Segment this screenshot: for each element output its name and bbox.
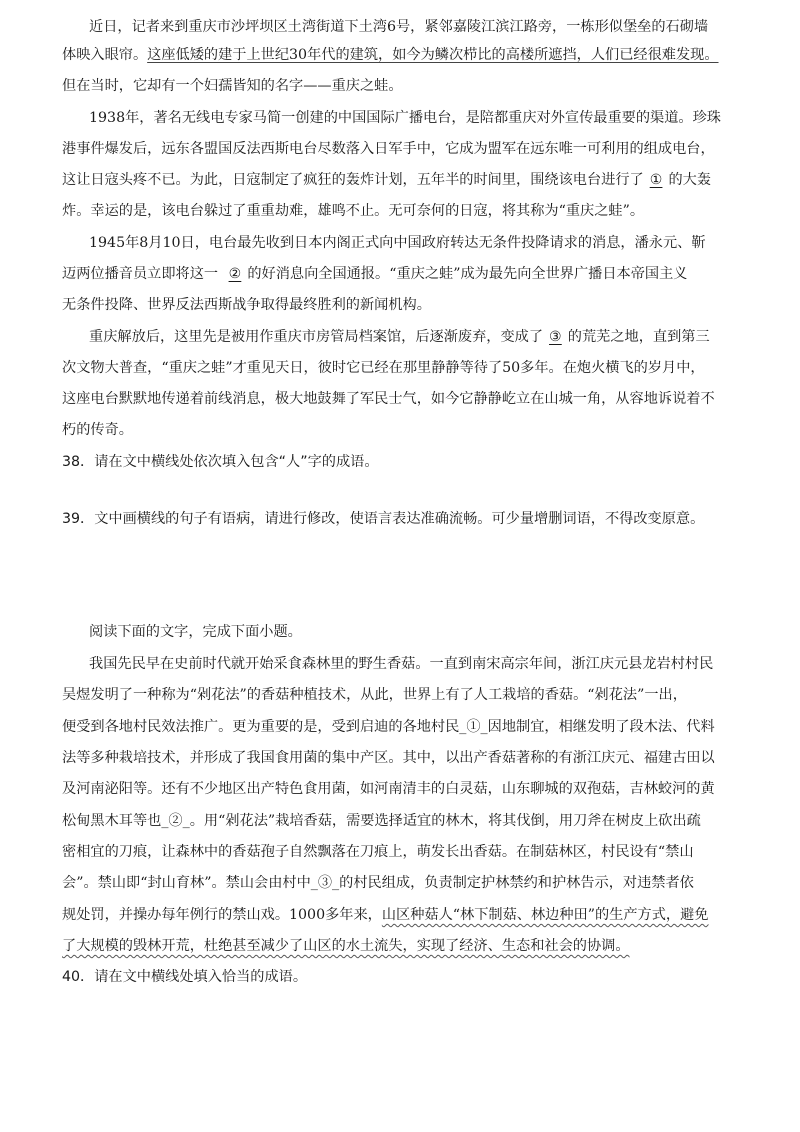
text-segment: 迈两位播音员立即将这一	[62, 266, 223, 282]
blank-1: ①	[649, 172, 663, 188]
passage1-p3-line3: 无条件投降、世界反法西斯战争取得最终胜利的新闻机构。	[62, 297, 431, 313]
text-segment: 。用“剁花法”栽培香菇，需要选择适宜的林木，将其伐倒，用刀斧在树皮上砍出疏	[189, 813, 701, 829]
passage1-p3-line1: 1945年8月10日，电台最先收到日本内阁正式向中国政府转达无条件投降请求的消息，潘永元、靳	[89, 235, 706, 251]
passage1-p4-line3: 这座电台默默地传递着前线消息，极大地鼓舞了军民士气，如今它静静屹立在山城一角，从容地诉说着不	[62, 391, 715, 407]
passage1-p1-line2	[62, 45, 719, 65]
passage1-p2-line2: 港事件爆发后，远东各盟国反法西斯电台尽数落入日军手中，它成为盟军在远东唯一可利用的组成电台，	[62, 141, 715, 157]
passage2-line5: 及河南泌阳等。还有不少地区出产特色食用菌，如河南清丰的白灵菇，山东聊城的双孢菇，吉林蛟河的黄	[62, 781, 715, 797]
text-segment: 的大轰	[668, 172, 712, 188]
blank-1: _①_	[459, 719, 488, 735]
passage1-p4-line1	[89, 327, 710, 347]
passage1-p2-line4: 炸。幸运的是，该电台躲过了重重劫难，雄鸣不止。无可奈何的日寇，将其称为“重庆之蛙”。	[62, 203, 645, 219]
text-segment: 的好消息向全国通报。“重庆之蛙”成为最先向全世界广播日本帝国主义	[247, 266, 688, 282]
passage1-p2-line1: 1938年，著名无线电专家马简一创建的中国国际广播电台，是陪都重庆对外宣传最重要的渠道。珍珠	[89, 110, 721, 126]
wavy-underlined-sentence: 山区种菇人“林下制菇、林边种田”的生产方式，避免	[381, 907, 709, 923]
passage2-line2: 吴煜发明了一种称为“剁花法”的香菇种植技术，从此，世界上有了人工栽培的香菇。“剁花法”一出，	[62, 687, 687, 703]
passage2-line8	[62, 873, 694, 893]
question-39: 39．文中画横线的句子有语病，请进行修改，使语言表达准确流畅。可少量增删词语，不得改变原意。	[62, 511, 705, 527]
question-40: 40．请在文中横线处填入恰当的成语。	[62, 969, 308, 985]
blank-2: ②	[228, 266, 242, 282]
blank-2: _②_	[161, 813, 190, 829]
blank-3: ③	[549, 329, 562, 345]
text-segment: 的村民组成，负责制定护林禁约和护林告示，对违禁者依	[339, 875, 694, 891]
text-segment: 的荒芜之地，直到第三	[567, 329, 710, 345]
text-segment: 规处罚，并操办每年例行的禁山戏。1000多年来，	[62, 907, 382, 923]
wavy-underlined-sentence: 了大规模的毁林开荒，杜绝甚至减少了山区的水土流失，实现了经济、生态和社会的协调。	[62, 938, 630, 954]
passage1-p4-line4: 朽的传奇。	[62, 422, 133, 438]
passage1-p4-line2: 次文物大普查，“重庆之蛙”才重见天日，彼时它已经在那里静静等待了50多年。在炮火横飞的岁月中，	[62, 360, 705, 376]
passage2-line4: 法等多种栽培技术，并形成了我国食用菌的集中产区。其中，以出产香菇著称的有浙江庆元、福建古田以	[62, 750, 715, 766]
text-segment: 会”。禁山即“封山育林”。禁山会由村中	[62, 875, 311, 891]
passage1-p1-line1: 近日，记者来到重庆市沙坪坝区土湾街道下土湾6号，紧邻嘉陵江滨江路旁，一栋形似堡垒的石砌墙	[89, 19, 709, 35]
passage1-p2-line3	[62, 170, 711, 190]
passage2-line9	[62, 905, 709, 925]
section-instruction: 阅读下面的文字，完成下面小题。	[89, 624, 302, 640]
text-segment: 重庆解放后，这里先是被用作重庆市房管局档案馆，后逐渐废弃，变成了	[89, 329, 544, 345]
text-segment: 因地制宜，相继发明了段木法、代料	[487, 719, 715, 735]
text-segment: 这让日寇头疼不已。为此，日寇制定了疯狂的轰炸计划，五年半的时间里，围绕该电台进行了	[62, 172, 644, 188]
question-38: 38．请在文中横线处依次填入包含“人”字的成语。	[62, 454, 379, 470]
text-segment: 体映入眼帘。	[62, 47, 148, 63]
passage2-line10	[62, 936, 630, 956]
underlined-faulty-sentence: 这座低矮的建于上世纪30年代的建筑，如今为鳞次栉比的高楼所遮挡，人们已经很难发现。	[147, 47, 719, 63]
passage1-p3-line2	[62, 264, 687, 284]
passage1-p1-line3: 但在当时，它却有一个妇孺皆知的名字——重庆之蛙。	[62, 78, 403, 94]
text-segment: 便受到各地村民效法推广。更为重要的是，受到启迪的各地村民	[62, 719, 460, 735]
passage2-line6	[62, 811, 701, 831]
passage2-line1: 我国先民早在史前时代就开始采食森林里的野生香菇。一直到南宋高宗年间，浙江庆元县龙岩村村民	[89, 656, 714, 672]
passage2-line7: 密相宜的刀痕，让森林中的香菇孢子自然飘落在刀痕上，萌发长出香菇。在制菇林区，村民设有“禁山	[62, 844, 694, 860]
passage2-line3	[62, 717, 715, 737]
text-segment: 松甸黑木耳等也	[62, 813, 162, 829]
blank-3: _③_	[310, 875, 340, 891]
